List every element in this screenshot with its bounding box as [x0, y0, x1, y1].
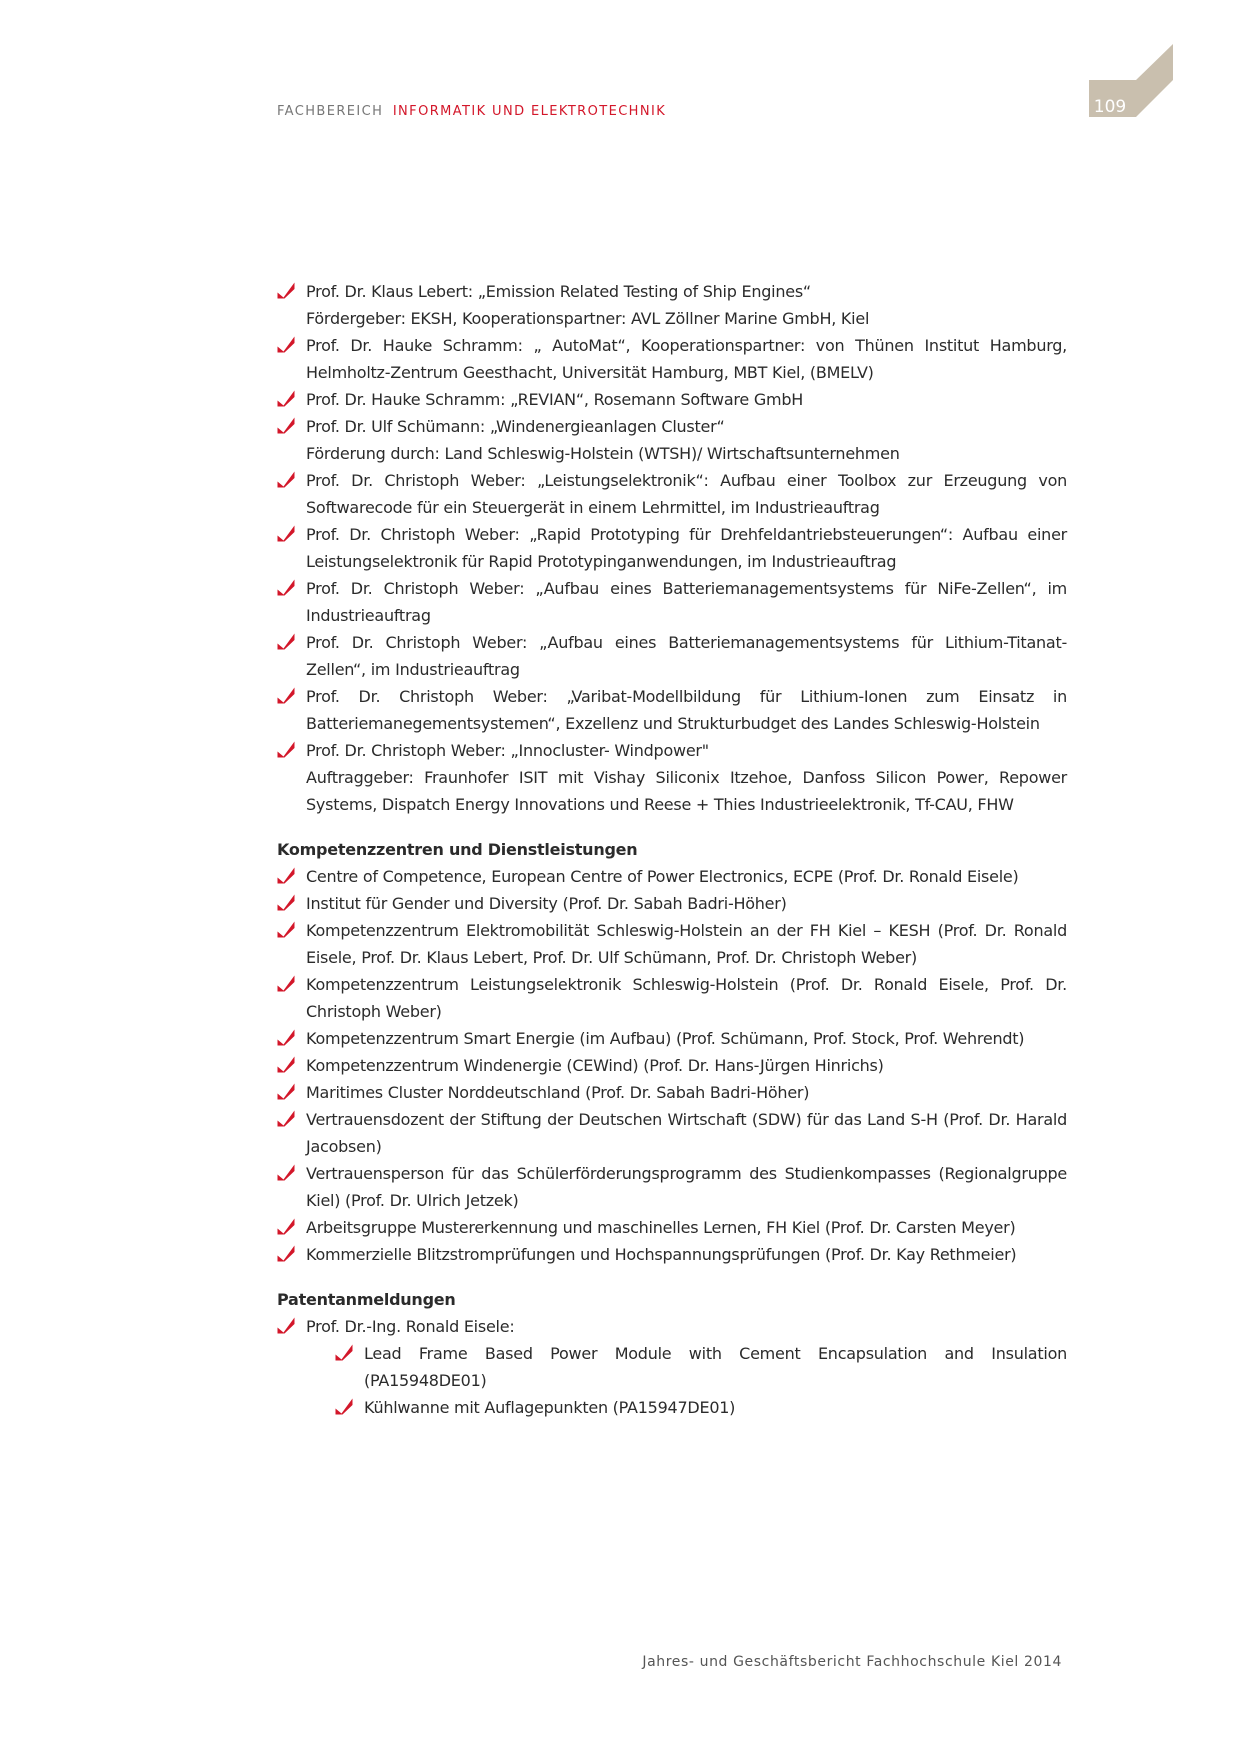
- list-item: [277, 413, 1067, 467]
- red-checkmark-icon: [277, 1029, 295, 1046]
- red-checkmark-icon: [277, 1218, 295, 1235]
- item-text: Arbeitsgruppe Mustererkennung und maschinelles Lernen, FH Kiel (Prof. Dr. Carsten Meyer): [306, 1218, 1016, 1237]
- list-item: [277, 278, 1067, 332]
- red-checkmark-icon: [277, 525, 295, 542]
- list-item: [277, 629, 1067, 683]
- header-prefix: FACHBEREICH: [277, 104, 384, 119]
- red-checkmark-icon: [277, 975, 295, 992]
- page-footer: Jahres- und Geschäftsbericht Fachhochschule Kiel 2014: [642, 1654, 1062, 1670]
- item-text: Prof. Dr. Hauke Schramm: „ AutoMat“, Kooperationspartner: von Thünen Institut Hamburg, Helmholtz-Zentrum Geesthacht, Universität Hamburg, MBT Kiel, (BMELV): [306, 336, 1067, 382]
- item-text: Kompetenzzentrum Windenergie (CEWind) (Prof. Dr. Hans-Jürgen Hinrichs): [306, 1056, 884, 1075]
- item-text: Maritimes Cluster Norddeutschland (Prof. Dr. Sabah Badri-Höher): [306, 1083, 810, 1102]
- list-item: [277, 332, 1067, 386]
- patent-list: [277, 1340, 1067, 1421]
- list-item: [277, 1079, 1067, 1106]
- red-checkmark-icon: [277, 336, 295, 353]
- list-item: [277, 1025, 1067, 1052]
- red-checkmark-icon: [277, 633, 295, 650]
- list-item: [277, 1106, 1067, 1160]
- item-text: Prof. Dr. Klaus Lebert: „Emission Related Testing of Ship Engines“: [306, 282, 811, 301]
- inventor-text: Prof. Dr.-Ing. Ronald Eisele:: [306, 1317, 515, 1336]
- item-text: Prof. Dr. Christoph Weber: „Aufbau eines Batteriemanagementsystems für Lithium-Titanat-Zellen“, im Industrieauftrag: [306, 633, 1067, 679]
- list-item: [335, 1394, 1067, 1421]
- item-text: Förderung durch: Land Schleswig-Holstein (WTSH)/ Wirtschaftsunternehmen: [306, 444, 900, 463]
- red-checkmark-icon: [277, 1110, 295, 1127]
- red-checkmark-icon: [277, 1245, 295, 1262]
- list-item: [277, 521, 1067, 575]
- list-item: [277, 467, 1067, 521]
- red-checkmark-icon: [277, 1056, 295, 1073]
- item-text: Prof. Dr. Christoph Weber: „Leistungselektronik“: Aufbau einer Toolbox zur Erzeugung von Softwarecode für ein Steuergerät in einem Lehrmittel, im Industrieauftrag: [306, 471, 1067, 517]
- item-text: Kühlwanne mit Auflagepunkten (PA15947DE01): [364, 1398, 736, 1417]
- red-checkmark-icon: [335, 1344, 353, 1361]
- red-checkmark-icon: [277, 417, 295, 434]
- item-text: Kompetenzzentrum Smart Energie (im Aufbau) (Prof. Schümann, Prof. Stock, Prof. Wehrendt): [306, 1029, 1025, 1048]
- item-text: Institut für Gender und Diversity (Prof. Dr. Sabah Badri-Höher): [306, 894, 787, 913]
- red-checkmark-icon: [277, 1164, 295, 1181]
- item-text: Prof. Dr. Hauke Schramm: „REVIAN“, Rosemann Software GmbH: [306, 390, 803, 409]
- list-item: [277, 1241, 1067, 1268]
- patent-inventor: [277, 1313, 1067, 1340]
- item-text: Vertrauensperson für das Schülerförderungsprogramm des Studienkompasses (Regionalgruppe Kiel) (Prof. Dr. Ulrich Jetzek): [306, 1164, 1067, 1210]
- list-item: [277, 890, 1067, 917]
- list-item: [277, 386, 1067, 413]
- section-title-patente: Patentanmeldungen: [277, 1290, 456, 1309]
- red-checkmark-icon: [277, 282, 295, 299]
- kompetenz-list: [277, 863, 1067, 1268]
- red-checkmark-icon: [277, 741, 295, 758]
- item-text: Auftraggeber: Fraunhofer ISIT mit Vishay Siliconix Itzehoe, Danfoss Silicon Power, Repower Systems, Dispatch Energy Innovations und Reese + Thies Industrieelektronik, Tf-CAU, FHW: [306, 768, 1067, 814]
- list-item: [277, 1214, 1067, 1241]
- red-checkmark-icon: [277, 894, 295, 911]
- item-text: Kompetenzzentrum Elektromobilität Schleswig-Holstein an der FH Kiel – KESH (Prof. Dr. Ronald Eisele, Prof. Dr. Klaus Lebert, Prof. Dr. Ulf Schümann, Prof. Dr. Christoph Weber): [306, 921, 1067, 967]
- item-text: Centre of Competence, European Centre of Power Electronics, ECPE (Prof. Dr. Ronald Eisele): [306, 867, 1019, 886]
- page-number: 109: [1093, 97, 1127, 117]
- list-item: [335, 1340, 1067, 1394]
- red-checkmark-icon: [277, 867, 295, 884]
- list-item: [277, 971, 1067, 1025]
- item-text: Prof. Dr. Christoph Weber: „Innocluster- Windpower": [306, 741, 709, 760]
- item-text: Prof. Dr. Christoph Weber: „Varibat-Modellbildung für Lithium-Ionen zum Einsatz in Batteriemanegementsystemen“, Exzellenz und Strukturbudget des Landes Schleswig-Holstein: [306, 687, 1067, 733]
- item-text: Kompetenzzentrum Leistungselektronik Schleswig-Holstein (Prof. Dr. Ronald Eisele, Prof. Dr. Christoph Weber): [306, 975, 1067, 1021]
- item-text: Prof. Dr. Ulf Schümann: „Windenergieanlagen Cluster“: [306, 417, 725, 436]
- item-text: Kommerzielle Blitzstromprüfungen und Hochspannungsprüfungen (Prof. Dr. Kay Rethmeier): [306, 1245, 1017, 1264]
- header-department: INFORMATIK UND ELEKTROTECHNIK: [392, 104, 667, 119]
- list-item: [277, 683, 1067, 737]
- item-text: Lead Frame Based Power Module with Cement Encapsulation and Insulation (PA15948DE01): [364, 1344, 1067, 1390]
- running-header: [277, 104, 666, 119]
- list-item: [277, 1160, 1067, 1214]
- red-checkmark-icon: [277, 687, 295, 704]
- list-item: [277, 737, 1067, 818]
- red-checkmark-icon: [277, 579, 295, 596]
- project-list: [277, 278, 1067, 818]
- red-checkmark-icon: [277, 921, 295, 938]
- list-item: [277, 863, 1067, 890]
- red-checkmark-icon: [277, 1317, 295, 1334]
- section-title-kompetenz: Kompetenzzentren und Dienstleistungen: [277, 840, 638, 859]
- content: [277, 278, 1067, 1421]
- item-text: Fördergeber: EKSH, Kooperationspartner: AVL Zöllner Marine GmbH, Kiel: [306, 309, 870, 328]
- list-item: [277, 1052, 1067, 1079]
- item-text: Vertrauensdozent der Stiftung der Deutschen Wirtschaft (SDW) für das Land S-H (Prof. Dr. Harald Jacobsen): [306, 1110, 1067, 1156]
- list-item: [277, 575, 1067, 629]
- item-text: Prof. Dr. Christoph Weber: „Aufbau eines Batteriemanagementsystems für NiFe-Zellen“, im Industrieauftrag: [306, 579, 1067, 625]
- red-checkmark-icon: [277, 1083, 295, 1100]
- list-item: [277, 917, 1067, 971]
- item-text: Prof. Dr. Christoph Weber: „Rapid Prototyping für Drehfeldantriebsteuerungen“: Aufbau einer Leistungselektronik für Rapid Prototypinganwendungen, im Industrieauftrag: [306, 525, 1067, 571]
- red-checkmark-icon: [277, 390, 295, 407]
- red-checkmark-icon: [277, 471, 295, 488]
- red-checkmark-icon: [335, 1398, 353, 1415]
